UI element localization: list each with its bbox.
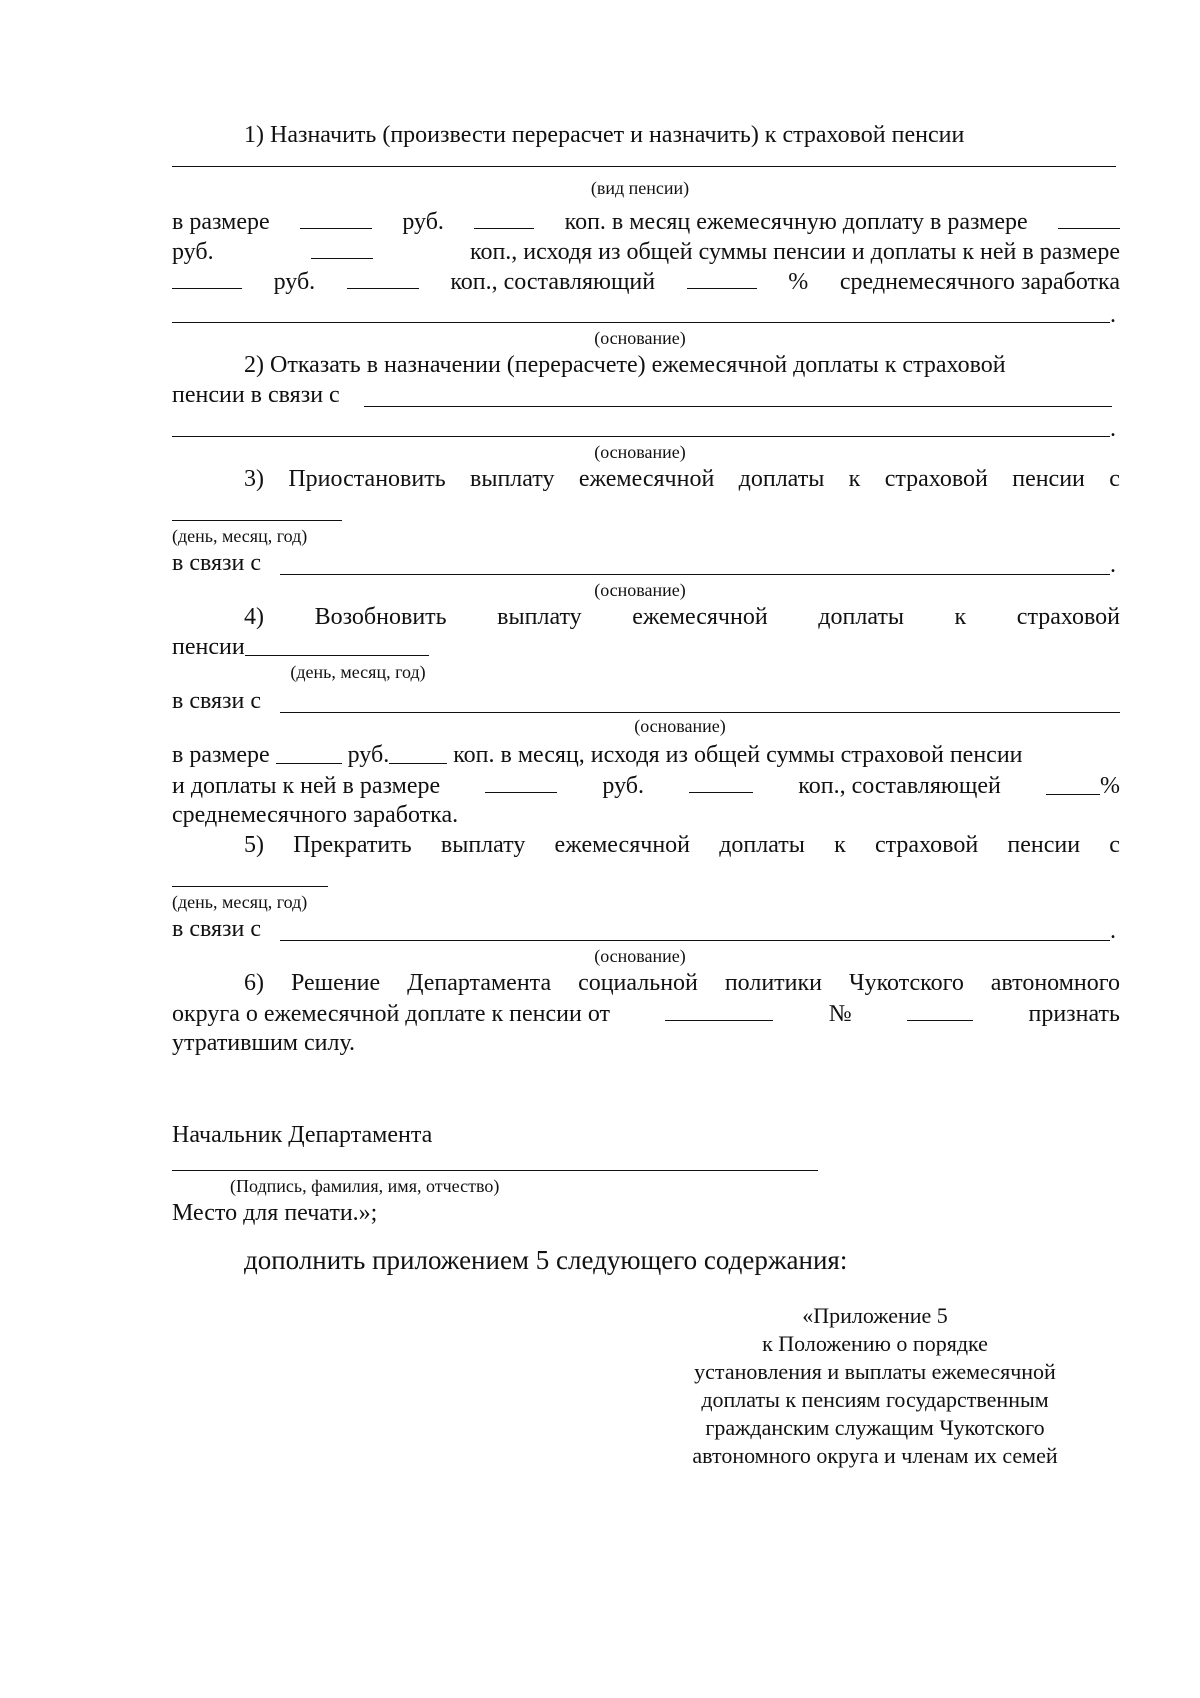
head-of-department: Начальник Департамента bbox=[172, 1122, 433, 1148]
signature-caption: (Подпись, фамилия, имя, отчество) bbox=[230, 1176, 500, 1196]
resume-date-blank bbox=[245, 633, 429, 656]
p6-line2: округа о ежемесячной доплате к пенсии от № признать bbox=[172, 998, 1120, 1028]
p6-line1 bbox=[244, 968, 1120, 998]
word: социальной bbox=[578, 970, 698, 996]
supplement-kop-blank bbox=[311, 236, 373, 259]
suspend-reason-blank bbox=[280, 574, 1110, 575]
basis-blank-1 bbox=[172, 322, 1110, 323]
p2-line2: пенсии в связи с bbox=[172, 382, 340, 408]
terminate-reason-blank bbox=[280, 940, 1110, 941]
word: Прекратить bbox=[293, 832, 412, 858]
p1-heading: 1) Назначить (произвести перерасчет и назначить) к страховой пенсии bbox=[244, 122, 965, 148]
word: к bbox=[848, 466, 861, 492]
p2-line1: 2) Отказать в назначении (перерасчете) ежемесячной доплаты к страховой bbox=[244, 352, 1006, 378]
pension-type-caption: (вид пенсии) bbox=[590, 178, 690, 198]
word: ежемесячной bbox=[578, 466, 715, 492]
appendix-note-line: к Положению о порядке bbox=[762, 1331, 988, 1356]
basis-caption-4: (основание) bbox=[634, 716, 726, 736]
word: доплаты bbox=[719, 832, 805, 858]
word: доплаты bbox=[738, 466, 825, 492]
supplement-amount-blank bbox=[1058, 206, 1120, 229]
p5-line3: в связи с bbox=[172, 916, 262, 942]
word: к bbox=[834, 832, 846, 858]
word: выплату bbox=[470, 466, 555, 492]
p1-line1: в размере руб. коп. в месяц ежемесячную доплату в размере bbox=[172, 206, 1120, 236]
p4-line5: и доплаты к ней в размере руб. коп., составляющей % bbox=[172, 770, 1120, 800]
word: 3) bbox=[244, 466, 264, 492]
word: политики bbox=[724, 970, 823, 996]
basis-blank-2 bbox=[172, 436, 1110, 437]
pension-type-blank bbox=[172, 166, 1116, 167]
p3-line1 bbox=[244, 464, 1120, 494]
word: Чукотского bbox=[848, 970, 964, 996]
resume-rub-blank bbox=[276, 741, 342, 764]
p4-line2: пенсии bbox=[172, 632, 1120, 662]
p4-line1: 4) Возобновить выплату ежемесячной доплаты к страховой bbox=[244, 604, 1120, 630]
stamp-place: Место для печати.»; bbox=[172, 1200, 378, 1226]
p5-line1 bbox=[244, 830, 1120, 860]
refusal-reason-blank bbox=[364, 406, 1112, 407]
suspend-date-caption: (день, месяц, год) bbox=[172, 526, 308, 546]
resume-total-rub-blank bbox=[485, 770, 557, 793]
signature-blank bbox=[172, 1170, 818, 1171]
basis-caption-1: (основание) bbox=[594, 328, 686, 348]
document-page: 1) Назначить (произвести перерасчет и назначить) к страховой пенсии (вид пенсии) в размере руб. коп. в месяц ежемесячную доплату в размере руб. коп., исходя из общей суммы пенсии и доплаты к ней в размере руб. коп., составляющий % среднемесячного заработка . (основание) 2) Отказать в назначении (перерасчете) ежемесячной доплаты к страховой пенсии в связи с . (основание) 3) Приостановить выплату ежемесячной доплаты к страховой пенсии с (день, месяц, год) в связи с . (основание) 4) Возобновить выплату ежемесячной доплаты к страховой пенсии (день, месяц, год) в связи с (основание) в размере руб. коп. в месяц, исходя из общей суммы страховой пенсии и доплаты к ней в размере руб. коп., составляющей % среднемесячного заработка. 5) Прекратить выплату ежемесячной доплаты к страховой пенсии с (день, месяц, год) в связи с . (основание) 6) Решение Департамента социальной политики Чукотского автономного округа о ежемесячной доплате к пенсии от № признать утратившим силу. Начальник Департамента (Подпись, фамилия, имя, отчество) Место для печати.»; дополнить приложением 5 следующего содержания: «Приложение 5 к Положению о порядке установления и выплаты ежемесячной доплаты к пенсиям государственным гражданским служащим Чукотского автономного округа и членам их семей bbox=[172, 122, 1120, 1468]
appendix-note-line: установления и выплаты ежемесячной bbox=[694, 1359, 1056, 1384]
amount-kop-blank bbox=[474, 206, 534, 229]
suspend-date-blank bbox=[172, 520, 342, 521]
total-kop-blank bbox=[347, 266, 419, 289]
word: выплату bbox=[440, 832, 526, 858]
word: с bbox=[1109, 466, 1120, 492]
basis-caption-5: (основание) bbox=[594, 946, 686, 966]
word: Приостановить bbox=[288, 466, 446, 492]
word: 5) bbox=[244, 832, 264, 858]
resume-total-kop-blank bbox=[689, 770, 753, 793]
p1-line3: руб. коп., составляющий % среднемесячного заработка bbox=[172, 266, 1120, 296]
word: с bbox=[1109, 832, 1120, 858]
appendix-note-line: доплаты к пенсиям государственным bbox=[701, 1387, 1049, 1412]
p4-line6: среднемесячного заработка. bbox=[172, 802, 459, 828]
resume-kop-blank bbox=[389, 741, 447, 764]
appendix-note-line: гражданским служащим Чукотского bbox=[705, 1415, 1045, 1440]
word: 6) bbox=[244, 970, 264, 996]
p4-line3: в связи с bbox=[172, 688, 262, 714]
p1-line2: руб. коп., исходя из общей суммы пенсии и доплаты к ней в размере bbox=[172, 236, 1120, 266]
terminate-date-caption: (день, месяц, год) bbox=[172, 892, 308, 912]
word: пенсии bbox=[1007, 832, 1081, 858]
p6-line3: утратившим силу. bbox=[172, 1030, 356, 1056]
word: автономного bbox=[990, 970, 1120, 996]
word: страховой bbox=[874, 832, 979, 858]
word: пенсии bbox=[1012, 466, 1085, 492]
total-rub-blank bbox=[172, 266, 242, 289]
decision-number-blank bbox=[907, 998, 973, 1021]
p4-line4: в размере руб. коп. в месяц, исходя из общей суммы страховой пенсии bbox=[172, 742, 1023, 768]
resume-percent-blank bbox=[1046, 772, 1100, 795]
appendix-note-line: автономного округа и членам их семей bbox=[692, 1443, 1058, 1468]
percent-blank bbox=[687, 266, 757, 289]
basis-caption-3: (основание) bbox=[594, 580, 686, 600]
resume-reason-blank bbox=[280, 712, 1120, 713]
terminate-date-blank bbox=[172, 886, 328, 887]
word: Решение bbox=[290, 970, 381, 996]
supplement-line: дополнить приложением 5 следующего содержания: bbox=[244, 1245, 848, 1275]
word: Департамента bbox=[407, 970, 552, 996]
word: ежемесячной bbox=[554, 832, 691, 858]
resume-date-caption: (день, месяц, год) bbox=[290, 662, 426, 682]
appendix-note-line: «Приложение 5 bbox=[802, 1303, 948, 1328]
basis-caption-2: (основание) bbox=[594, 442, 686, 462]
word: страховой bbox=[884, 466, 988, 492]
decision-date-blank bbox=[665, 998, 773, 1021]
amount-rub-blank bbox=[300, 206, 372, 229]
p3-line3: в связи с bbox=[172, 550, 262, 576]
